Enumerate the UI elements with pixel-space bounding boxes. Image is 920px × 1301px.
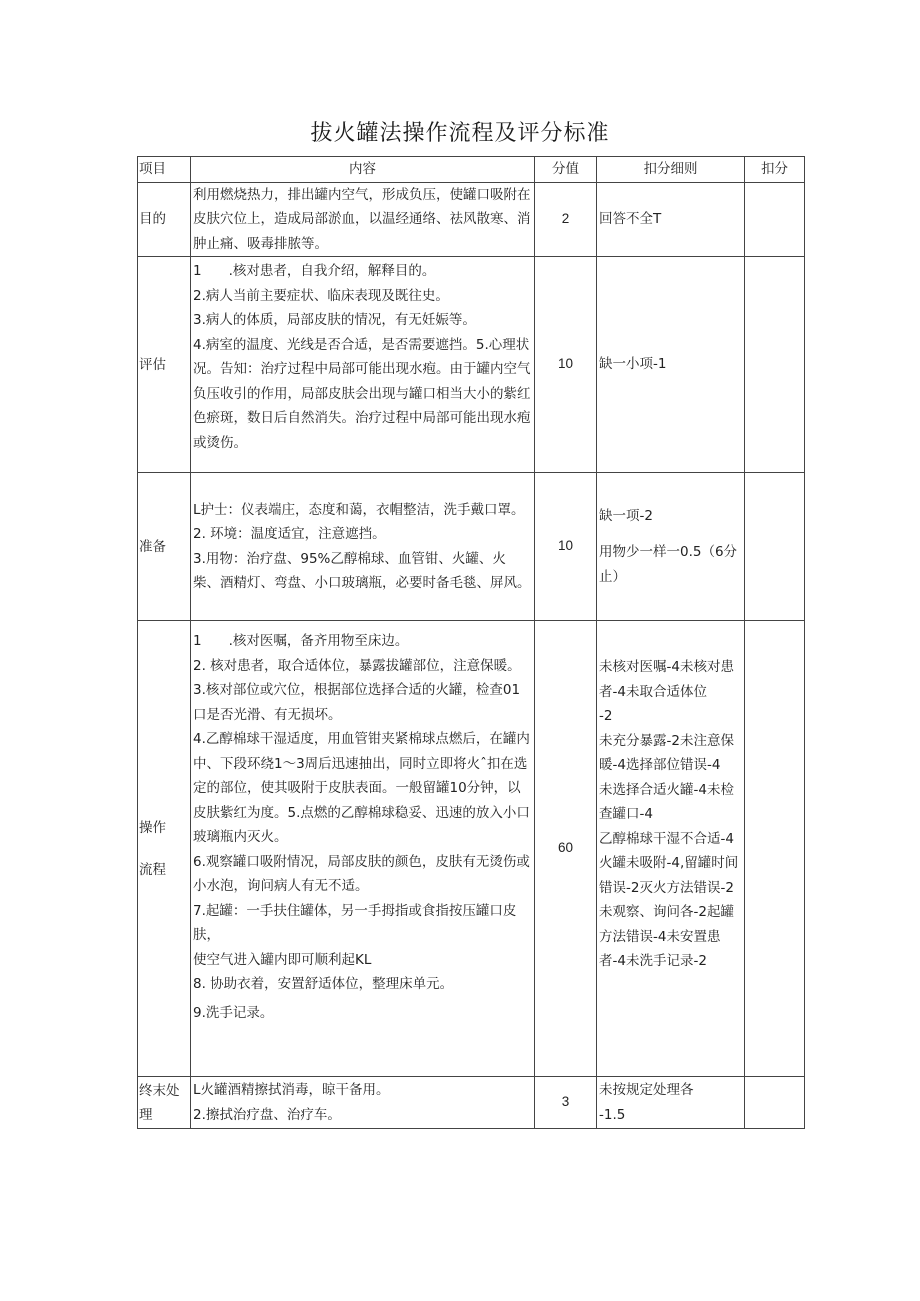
row-item-label: 流程 (139, 861, 166, 878)
row-item (138, 621, 191, 1077)
content-line: 9.洗手记录。 (193, 1004, 274, 1021)
row-item-label: 目的 (139, 211, 166, 228)
row-deduction (745, 621, 805, 1077)
row-deduction-rules (597, 257, 745, 473)
row-deduction (745, 1077, 805, 1129)
row-deduction (745, 257, 805, 473)
content-line: 8. 协助衣着，安置舒适体位，整理床单元。 (193, 976, 454, 992)
deduction-line: 火罐未吸附-4,留罐时间错误-2灭火方法错误-2未观察、询问各-2起罐方法错误-4未安置患者-4未洗手记录-2 (599, 855, 739, 969)
deduction-line: 未核对医嘱-4未核对患 (599, 659, 734, 675)
content-line: 3.用物：治疗盘、95%乙醇棉球、血管钳、火罐、火柴、酒精灯、弯盘、小口玻璃瓶，必要时备毛毯、屏风。 (193, 550, 531, 591)
row-deduction-rules (597, 621, 745, 1077)
table-row (138, 257, 805, 473)
row-deduction-rules (597, 182, 745, 257)
row-item (138, 1077, 191, 1129)
row-deduction-rules (597, 1077, 745, 1129)
row-score: 60 (535, 621, 597, 1077)
deduction-line: 未按规定处理各 (599, 1082, 694, 1098)
content-line: L火罐酒精擦拭消毒，晾干备用。 (193, 1082, 390, 1098)
row-score: 2 (535, 182, 597, 257)
row-content (191, 1077, 535, 1129)
table-row (138, 1077, 805, 1129)
deduction-line: 未充分暴露-2未注意保 (599, 732, 734, 749)
content-line: 利用燃烧热力，排出罐内空气，形成负压，使罐口吸附在皮肤穴位上，造成局部淤血，以温经通络、祛风散寒、消肿止痛、吸毒排脓等。 (193, 186, 531, 252)
deduction-line: 用物少一样一0.5（6分止） (599, 544, 738, 585)
table-header-row (138, 157, 805, 183)
content-line: 2. 核对患者，取合适体位，暴露拔罐部位，注意保暖。 (193, 657, 521, 674)
content-line: 4.乙醇棉球干湿适度，用血管钳夹紧棉球点燃后，在罐内中、下段环绕1～3周后迅速抽出，同时立即将火ˆ扣在选定的部位，使其吸附于皮肤表面。一般留罐10分钟，以皮肤紫红为度。5.点燃的乙醇棉球稳妥、迅速的放入小口玻璃瓶内灭火。 (193, 731, 530, 845)
content-line: 使空气进入罐内即可顺利起KL (193, 951, 372, 968)
row-item (138, 473, 191, 621)
content-line: 7.起罐：一手扶住罐体，另一手拇指或食指按压罐口皮肤， (193, 902, 517, 943)
content-line: 2.擦拭治疗盘、治疗车。 (193, 1106, 341, 1123)
content-line: 3.病人的体质，局部皮肤的情况，有无妊娠等。 (193, 312, 476, 328)
header-item: 项目 (138, 157, 191, 183)
row-item-label: 终末处理 (139, 1082, 180, 1123)
table-row (138, 473, 805, 621)
row-item (138, 257, 191, 473)
content-line: L护士：仪表端庄，态度和蔼，衣帽整洁，洗手戴口罩。 (193, 501, 525, 518)
row-deduction-rules (597, 473, 745, 621)
deduction-line: -1.5 (599, 1106, 626, 1123)
deduction-line: 回答不全T (599, 211, 662, 227)
row-content (191, 182, 535, 257)
deduction-line: 乙醇棉球干湿不合适-4 (599, 830, 734, 847)
content-line: 2.病人当前主要症状、临床表现及既往史。 (193, 287, 449, 304)
deduction-line: -2 (599, 708, 613, 724)
row-score: 10 (535, 473, 597, 621)
spacer (139, 840, 190, 858)
content-line: 6.观察罐口吸附情况，局部皮肤的颜色，皮肤有无烫伤或小水泡，询问病人有无不适。 (193, 853, 530, 894)
row-item (138, 182, 191, 257)
row-item-label: 操作 (139, 819, 166, 836)
table-row (138, 182, 805, 257)
deduction-line: 者-4未取合适体位 (599, 683, 707, 700)
row-item-label: 准备 (139, 538, 166, 555)
row-deduction (745, 473, 805, 621)
content-line: 1 .核对医嘱，备齐用物至床边。 (193, 633, 409, 649)
scoring-table (137, 156, 805, 1129)
document-title: 拔火罐法操作流程及评分标准 (310, 121, 610, 146)
row-score: 3 (535, 1077, 597, 1129)
row-item-label: 评估 (139, 356, 166, 373)
deduction-line: 缺一小项-1 (599, 356, 667, 373)
header-deduction-rules: 扣分细则 (597, 157, 745, 183)
row-content (191, 473, 535, 621)
content-line: 1 .核对患者，自我介绍，解释目的。 (193, 263, 436, 279)
header-deduction: 扣分 (745, 157, 805, 183)
content-line: 2. 环境：温度适宜，注意遮挡。 (193, 526, 386, 542)
header-content: 内容 (191, 157, 535, 183)
row-score: 10 (535, 257, 597, 473)
row-content (191, 257, 535, 473)
row-deduction (745, 182, 805, 257)
header-score: 分值 (535, 157, 597, 183)
content-line: 3.核对部位或穴位，根据部位选择合适的火罐，检查01口是否光滑、有无损坏。 (193, 682, 521, 723)
content-line: 4.病室的温度、光线是否合适，是否需要遮挡。5.心理状况。告知：治疗过程中局部可能出现水疱。由于罐内空气负压收引的作用，局部皮肤会出现与罐口相当大小的紫红色瘀斑，数日后自然消失。治疗过程中局部可能出现水疱或烫伤。 (193, 336, 531, 451)
deduction-line: 未选择合适火罐-4未检查罐口-4 (599, 781, 734, 822)
deduction-line: 暖-4选择部位错误-4 (599, 757, 721, 773)
row-content (191, 621, 535, 1077)
deduction-line: 缺一项-2 (599, 507, 653, 524)
table-row (138, 621, 805, 1077)
spacer (599, 528, 744, 540)
